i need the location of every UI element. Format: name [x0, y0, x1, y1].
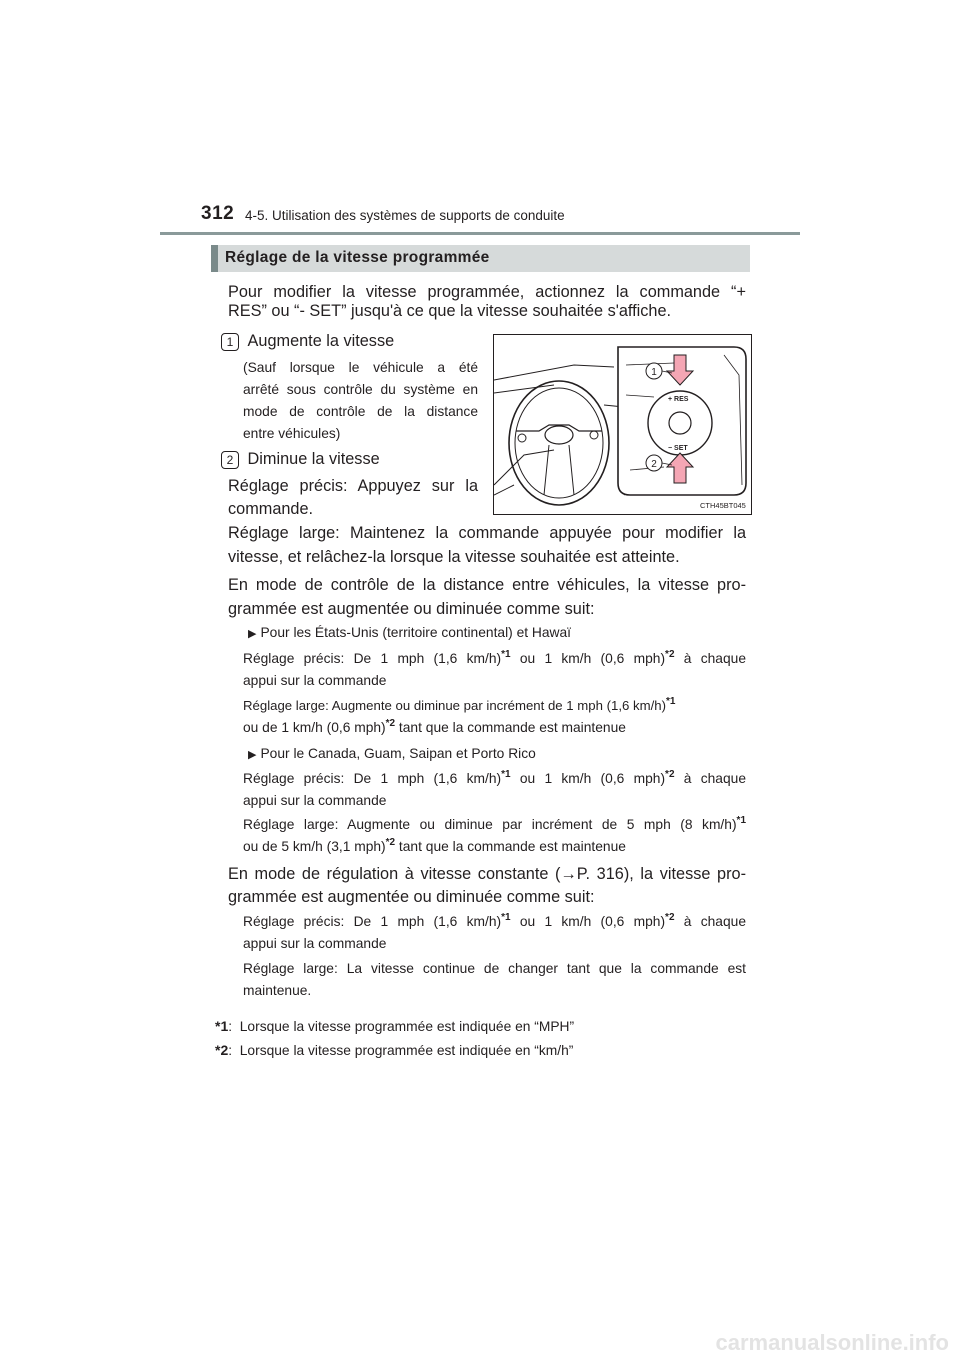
- header-rule: [160, 232, 800, 235]
- region-2-wide-2: [243, 836, 626, 859]
- star-2-mark: *2: [385, 837, 396, 848]
- page-number: 312: [201, 203, 235, 224]
- region-1-wide-b: ou de 1 km/h (0,6 mph): [243, 720, 386, 735]
- star-1-mark: *1: [501, 649, 511, 660]
- wide-line-1: Réglage large: Maintenez la commande appuyée pour modifier la: [228, 524, 746, 542]
- star-2-mark: *2: [665, 649, 675, 660]
- item-1-label: Augmente la vitesse: [247, 332, 395, 350]
- star-2-mark: *2: [665, 912, 675, 923]
- footnote-2-colon: :: [228, 1043, 233, 1058]
- item-2-label: Diminue la vitesse: [247, 450, 380, 468]
- star-1-mark: *1: [665, 696, 676, 707]
- region-1-title-text: Pour les États-Unis (territoire continental) et Hawaï: [260, 625, 572, 640]
- callout-1: 1: [651, 367, 657, 378]
- footnote-1: [215, 1015, 574, 1039]
- fine-line-1: Réglage précis: Appuyez sur la: [228, 477, 478, 495]
- region-1-fine-b: ou 1 km/h (0,6 mph): [510, 651, 666, 666]
- star-2-mark: *2: [385, 718, 396, 729]
- constant-mode-line-1: En mode de régulation à vitesse constante (→P. 316), la vitesse pro-: [228, 865, 746, 883]
- item-2-badge: 2: [221, 451, 239, 469]
- region-1-wide-c: tant que la commande est maintenue: [395, 720, 626, 735]
- item-decrease: [221, 446, 380, 472]
- constant-fine: [243, 911, 746, 934]
- wide-line-2: vitesse, et relâchez-la lorsque la vitesse souhaitée est atteinte.: [228, 548, 680, 566]
- section-title: Réglage de la vitesse programmée: [225, 249, 490, 266]
- item-1-note-3: mode de contrôle de la distance: [243, 404, 478, 419]
- item-1-note-2: arrêté sous contrôle du système en: [243, 382, 478, 397]
- set-button-label: − SET: [668, 445, 688, 452]
- constant-wide-1: Réglage large: La vitesse continue de changer tant que la commande est: [243, 961, 746, 976]
- fine-line-2: commande.: [228, 500, 314, 518]
- region-1-fine: [243, 648, 746, 671]
- chapter-title: 4-5. Utilisation des systèmes de supports de conduite: [245, 208, 565, 223]
- item-increase: [221, 328, 394, 354]
- section-heading-bar: [211, 245, 750, 272]
- footnote-1-text: Lorsque la vitesse programmée est indiquée en “MPH”: [239, 1019, 575, 1034]
- region-1-fine-c: à chaque: [674, 651, 746, 666]
- svg-text:carmanualsonline.info: carmanualsonline.info: [715, 1330, 949, 1355]
- star-1-mark: *1: [736, 815, 746, 826]
- region-2-wide-b: ou de 5 km/h (3,1 mph): [243, 839, 386, 854]
- triangle-bullet-icon: ▶: [248, 628, 257, 640]
- illustration-code: CTH45BT045: [700, 501, 746, 510]
- intro-line-2: RES” ou “- SET” jusqu'à ce que la vitesse souhaitée s'affiche.: [228, 302, 672, 320]
- star-1-mark: *1: [501, 912, 511, 923]
- triangle-bullet-icon: ▶: [248, 749, 257, 761]
- star-1-mark: *1: [501, 769, 511, 780]
- callout-2: 2: [651, 459, 657, 470]
- region-2-wide-a: Réglage large: Augmente ou diminue par incrément de 5 mph (8 km/h): [243, 817, 737, 832]
- item-1-note-4: entre véhicules): [243, 426, 341, 441]
- section-accent: [211, 245, 218, 272]
- region-2-title-text: Pour le Canada, Guam, Saipan et Porto Rico: [260, 746, 536, 761]
- region-1-wide: [243, 695, 746, 717]
- watermark-logo: [0, 1320, 960, 1358]
- steering-wheel-illustration: [493, 334, 752, 515]
- distance-mode-line-2: grammée est augmentée ou diminuée comme suit:: [228, 600, 595, 618]
- footnote-1-mark: *1: [215, 1018, 229, 1034]
- footnote-1-colon: :: [228, 1019, 233, 1034]
- region-2-fine-b: ou 1 km/h (0,6 mph): [510, 771, 666, 786]
- constant-mode-line-2: grammée est augmentée ou diminuée comme suit:: [228, 888, 595, 906]
- region-2-wide: [243, 814, 746, 837]
- region-1-wide-2: [243, 717, 626, 740]
- region-2-wide-c: tant que la commande est maintenue: [395, 839, 626, 854]
- region-2-fine-c: à chaque: [674, 771, 746, 786]
- intro-line-1: Pour modifier la vitesse programmée, actionnez la commande “+: [228, 283, 746, 301]
- constant-fine-b: ou 1 km/h (0,6 mph): [510, 914, 666, 929]
- region-2-title: [248, 743, 536, 767]
- region-1-title: [248, 622, 571, 646]
- region-1-fine-d: appui sur la commande: [243, 673, 387, 688]
- region-2-fine-d: appui sur la commande: [243, 793, 387, 808]
- footnote-2-text: Lorsque la vitesse programmée est indiquée en “km/h”: [239, 1043, 574, 1058]
- res-button-label: + RES: [668, 396, 689, 403]
- constant-fine-c: à chaque: [674, 914, 746, 929]
- constant-fine-a: Réglage précis: De 1 mph (1,6 km/h): [243, 914, 502, 929]
- footnote-2-mark: *2: [215, 1042, 229, 1058]
- region-2-fine: [243, 768, 746, 791]
- constant-fine-d: appui sur la commande: [243, 936, 387, 951]
- footnote-2: [215, 1039, 573, 1063]
- region-2-fine-a: Réglage précis: De 1 mph (1,6 km/h): [243, 771, 502, 786]
- region-1-wide-a: Réglage large: Augmente ou diminue par incrément de 1 mph (1,6 km/h): [243, 698, 666, 713]
- star-2-mark: *2: [665, 769, 675, 780]
- constant-wide-2: maintenue.: [243, 983, 312, 998]
- region-1-fine-a: Réglage précis: De 1 mph (1,6 km/h): [243, 651, 502, 666]
- steering-wheel-drawing: [494, 335, 751, 514]
- distance-mode-line-1: En mode de contrôle de la distance entre véhicules, la vitesse pro-: [228, 576, 746, 594]
- item-1-note-1: (Sauf lorsque le véhicule a été: [243, 360, 478, 375]
- item-1-badge: 1: [221, 333, 239, 351]
